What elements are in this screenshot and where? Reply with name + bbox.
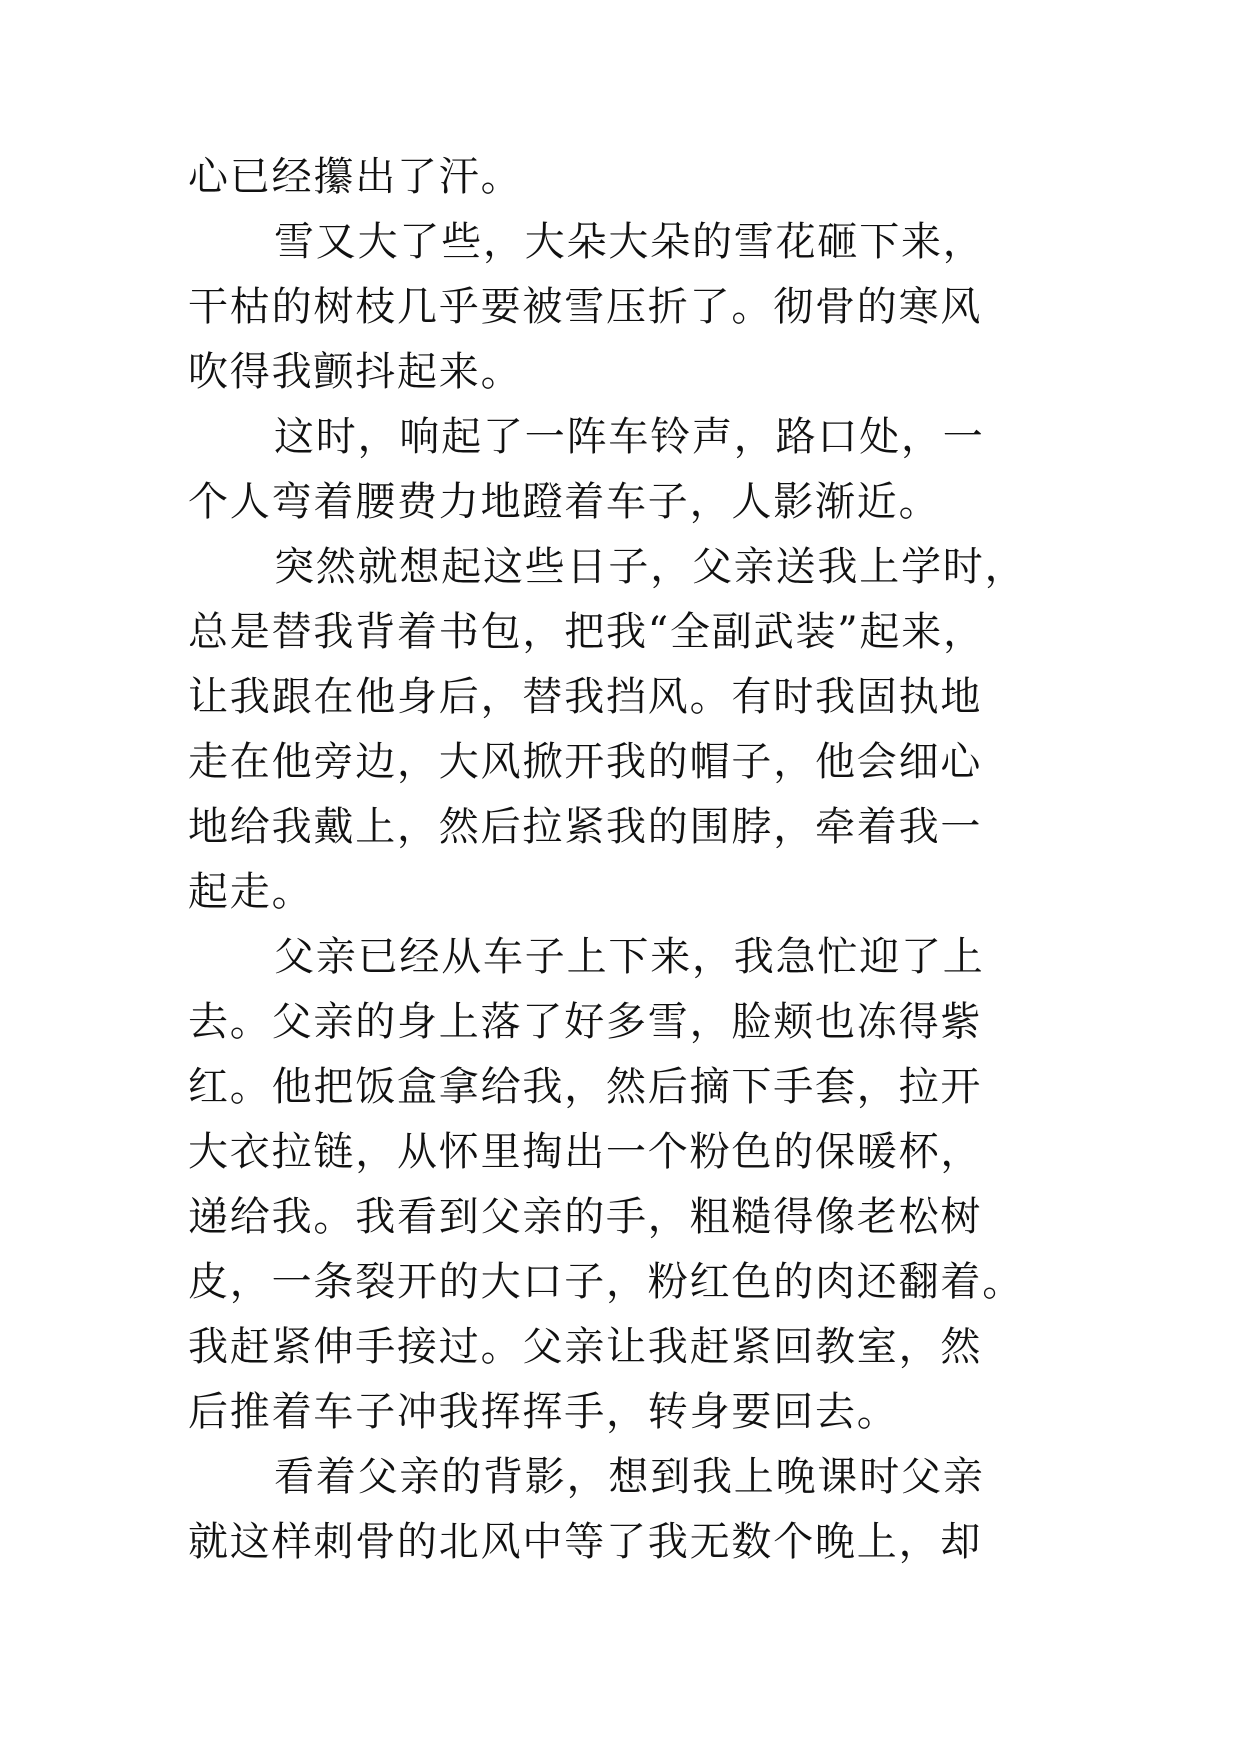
text-line: 父亲已经从车子上下来，我急忙迎了上 — [274, 934, 985, 980]
text-line: 这时，响起了一阵车铃声，路口处，一 — [274, 414, 985, 460]
text-line: 皮，一条裂开的大口子，粉红色的肉还翻着。 — [188, 1259, 1024, 1305]
text-line: 个人弯着腰费力地蹬着车子，人影渐近。 — [188, 479, 941, 525]
text-line: 雪又大了些，大朵大朵的雪花砸下来， — [274, 219, 985, 265]
text-line: 突然就想起这些日子，父亲送我上学时， — [274, 544, 1027, 590]
text-line: 地给我戴上，然后拉紧我的围脖，牵着我一 — [188, 804, 983, 850]
text-line: 总是替我背着书包，把我“全副武装”起来， — [188, 609, 985, 655]
text-line: 就这样刺骨的北风中等了我无数个晚上，却 — [188, 1519, 983, 1565]
text-line: 红。他把饭盒拿给我，然后摘下手套，拉开 — [188, 1064, 983, 1110]
document-page — [188, 145, 1058, 1575]
text-line: 去。父亲的身上落了好多雪，脸颊也冻得紫 — [188, 999, 983, 1045]
text-line: 看着父亲的背影，想到我上晚课时父亲 — [274, 1454, 985, 1500]
text-line: 吹得我颤抖起来。 — [188, 349, 523, 395]
text-line: 大衣拉链，从怀里掏出一个粉色的保暖杯， — [188, 1129, 983, 1175]
text-line: 我赶紧伸手接过。父亲让我赶紧回教室，然 — [188, 1324, 983, 1370]
text-line: 起走。 — [188, 869, 314, 915]
text-line: 心已经攥出了汗。 — [188, 154, 523, 200]
text-line: 后推着车子冲我挥挥手，转身要回去。 — [188, 1389, 899, 1435]
text-line: 走在他旁边，大风掀开我的帽子，他会细心 — [188, 739, 983, 785]
text-line: 让我跟在他身后，替我挡风。有时我固执地 — [188, 674, 983, 720]
text-line: 干枯的树枝几乎要被雪压折了。彻骨的寒风 — [188, 284, 983, 330]
text-line: 递给我。我看到父亲的手，粗糙得像老松树 — [188, 1194, 983, 1240]
